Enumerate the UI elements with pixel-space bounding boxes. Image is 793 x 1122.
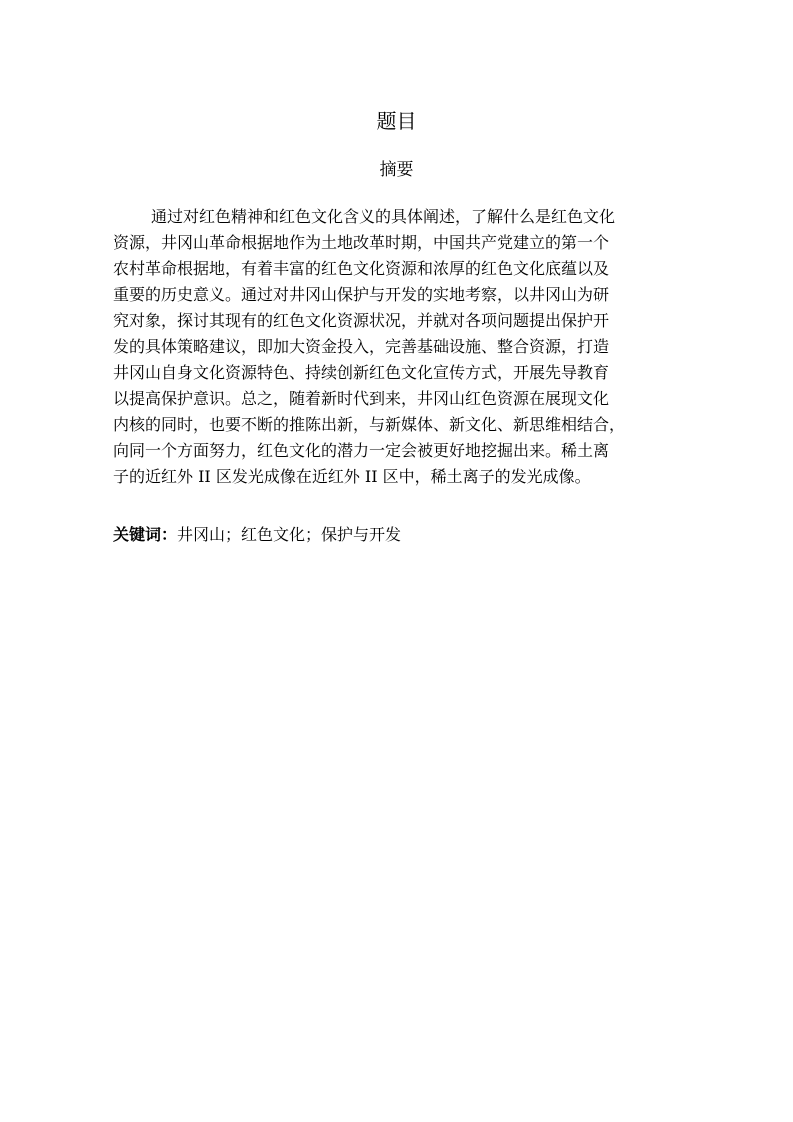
keywords-label: 关键词：: [113, 525, 178, 544]
abstract-line: 以提高保护意识。总之，随着新时代到来，井冈山红色资源在展现文化: [113, 389, 610, 408]
abstract-line: 井冈山自身文化资源特色、持续创新红色文化宣传方式，开展先导教育: [113, 363, 610, 382]
abstract-line: 重要的历史意义。通过对井冈山保护与开发的实地考察，以井冈山为研: [113, 285, 610, 304]
abstract-heading: 摘要: [379, 160, 414, 180]
abstract-line: 农村革命根据地，有着丰富的红色文化资源和浓厚的红色文化底蕴以及: [113, 259, 610, 278]
abstract-line: 究对象，探讨其现有的红色文化资源状况，并就对各项问题提出保护开: [113, 311, 610, 330]
abstract-line: 内核的同时，也要不断的推陈出新，与新媒体、新文化、新思维相结合，: [113, 415, 626, 434]
abstract-line: 资源，井冈山革命根据地作为土地改革时期，中国共产党建立的第一个: [113, 233, 610, 252]
abstract-paragraph: [113, 204, 689, 490]
keywords-line: [113, 522, 401, 548]
abstract-line: 通过对红色精神和红色文化含义的具体阐述，了解什么是红色文化: [151, 207, 616, 226]
keywords-value: 井冈山；红色文化；保护与开发: [177, 525, 402, 544]
abstract-line: 发的具体策略建议，即加大资金投入，完善基础设施、整合资源，打造: [113, 337, 610, 356]
abstract-line: 向同一个方面努力，红色文化的潜力一定会被更好地挖掘出来。稀土离: [113, 441, 610, 460]
abstract-line: 子的近红外 II 区发光成像在近红外 II 区中，稀土离子的发光成像。: [113, 467, 591, 486]
document-title: 题目: [376, 109, 417, 133]
